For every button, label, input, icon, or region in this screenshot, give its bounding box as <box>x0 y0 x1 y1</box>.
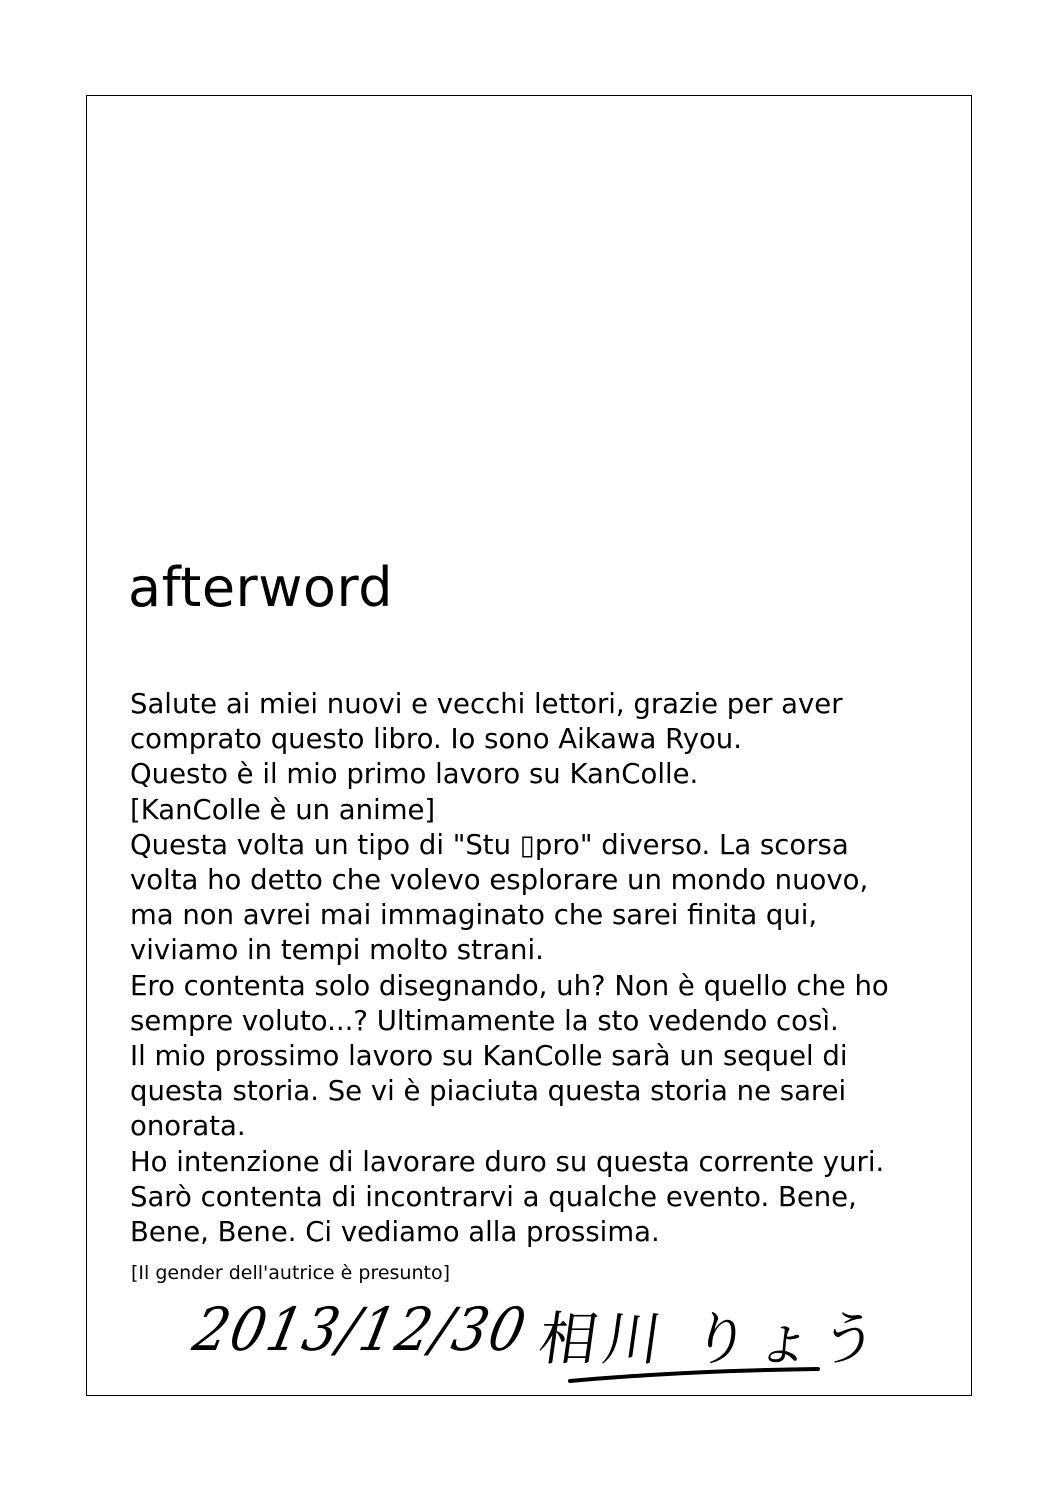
body-line: ma non avrei mai immaginato che sarei finita qui, <box>130 899 818 932</box>
body-line: onorata. <box>130 1110 246 1143</box>
body-line: Salute ai miei nuovi e vecchi lettori, grazie per aver <box>130 688 843 720</box>
body-line: [KanColle è un anime] <box>130 793 436 826</box>
body-line: viviamo in tempi molto strani. <box>130 934 544 967</box>
body-line: Bene, Bene. Ci vediamo alla prossima. <box>130 1216 660 1249</box>
signature-date: 2013/12/30 <box>187 1294 534 1365</box>
signature-name: 相川 りょう <box>534 1305 889 1373</box>
body-line: Ho intenzione di lavorare duro su questa corrente yuri. <box>130 1145 885 1178</box>
translator-note: [Il gender dell'autrice è presunto] <box>131 1262 451 1284</box>
afterword-body <box>130 687 889 1250</box>
body-line: Ero contenta solo disegnando, uh? Non è quello che ho <box>130 969 889 1002</box>
body-line: volta ho detto che volevo esplorare un mondo nuovo, <box>130 864 869 897</box>
body-line: Il mio prossimo lavoro su KanColle sarà un sequel di <box>130 1040 848 1073</box>
body-line: Questa volta un tipo di "Stu ▯pro" diverso. La scorsa <box>130 828 849 861</box>
page-title: afterword <box>128 556 393 619</box>
body-line: comprato questo libro. Io sono Aikawa Ryou. <box>130 723 742 756</box>
signature-underline <box>180 1285 840 1395</box>
body-line: sempre voluto...? Ultimamente la sto vedendo così. <box>130 1004 839 1037</box>
body-line: Questo è il mio primo lavoro su KanColle. <box>130 758 699 791</box>
body-line: Sarò contenta di incontrarvi a qualche evento. Bene, <box>130 1180 857 1213</box>
body-line: questa storia. Se vi è piaciuta questa storia ne sarei <box>130 1075 847 1108</box>
